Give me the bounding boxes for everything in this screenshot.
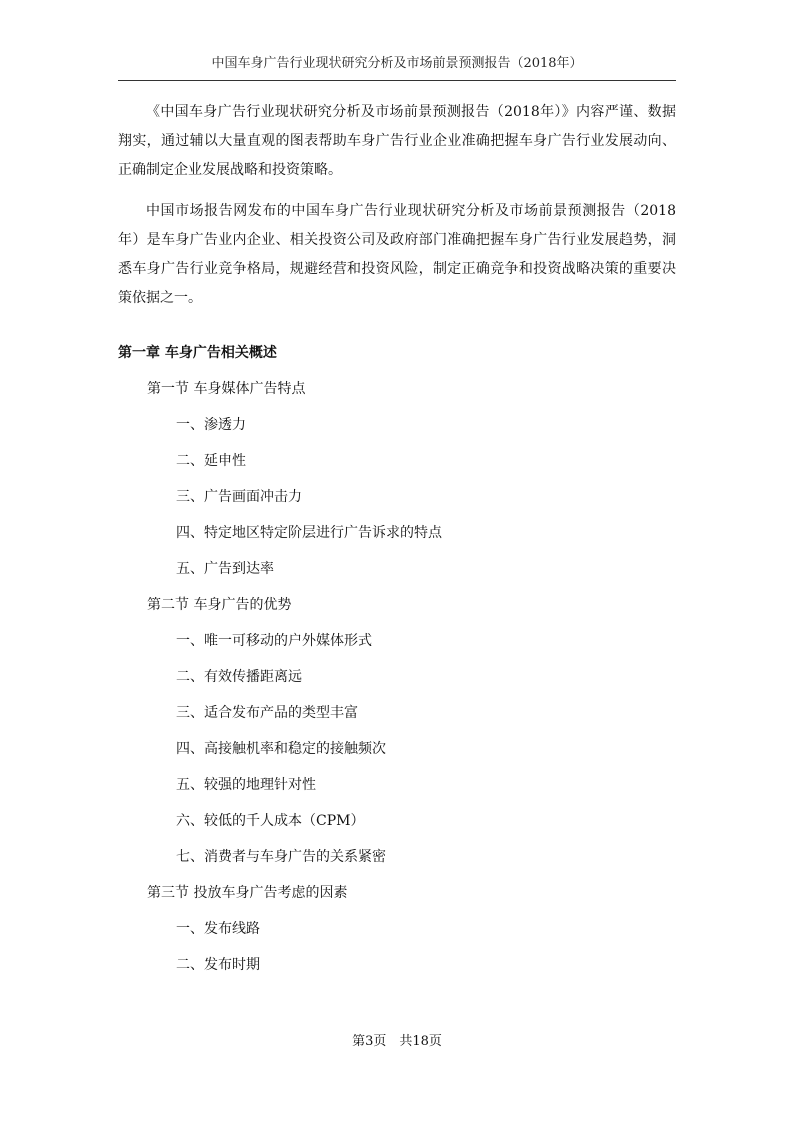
page-header-title: 中国车身广告行业现状研究分析及市场前景预测报告（2018年） — [211, 56, 583, 71]
toc-item: 三、适合发布产品的类型丰富 — [176, 705, 358, 721]
toc-item: 四、特定地区特定阶层进行广告诉求的特点 — [176, 525, 442, 541]
toc-item: 三、广告画面冲击力 — [176, 489, 302, 505]
header-divider — [118, 80, 676, 81]
toc-item: 六、较低的千人成本（CPM） — [176, 813, 365, 829]
intro-paragraph: 《中国车身广告行业现状研究分析及市场前景预测报告（2018年）》内容严谨、数据翔实，通过辅以大量直观的图表帮助车身广告行业企业准确把握车身广告行业发展动向、正确制定企业发展战略和投资策略。 — [118, 104, 676, 178]
toc-item: 二、延申性 — [176, 453, 246, 469]
page-number: 第3页 共18页 — [352, 1034, 442, 1049]
section-heading: 第一节 车身媒体广告特点 — [147, 381, 306, 397]
toc-item: 七、消费者与车身广告的关系紧密 — [176, 849, 386, 865]
toc-item: 四、高接触机率和稳定的接触频次 — [176, 741, 386, 757]
toc-item: 一、发布线路 — [176, 921, 260, 937]
section-heading: 第三节 投放车身广告考虑的因素 — [147, 885, 348, 901]
toc-item: 五、较强的地理针对性 — [176, 777, 316, 793]
intro-paragraph: 中国市场报告网发布的中国车身广告行业现状研究分析及市场前景预测报告（2018年）是车身广告业内企业、相关投资公司及政府部门准确把握车身广告行业发展趋势，洞悉车身广告行业竞争格局，规避经营和投资风险，制定正确竞争和投资战略决策的重要决策依据之一。 — [118, 203, 676, 306]
section-heading: 第二节 车身广告的优势 — [147, 597, 292, 613]
toc-item: 五、广告到达率 — [176, 561, 274, 577]
table-of-contents — [118, 335, 676, 983]
intro-block — [118, 98, 676, 325]
toc-item: 二、发布时期 — [176, 957, 260, 973]
toc-item: 一、唯一可移动的户外媒体形式 — [176, 633, 372, 649]
toc-item: 二、有效传播距离远 — [176, 669, 302, 685]
chapter-heading: 第一章 车身广告相关概述 — [118, 345, 277, 361]
toc-item: 一、渗透力 — [176, 417, 246, 433]
